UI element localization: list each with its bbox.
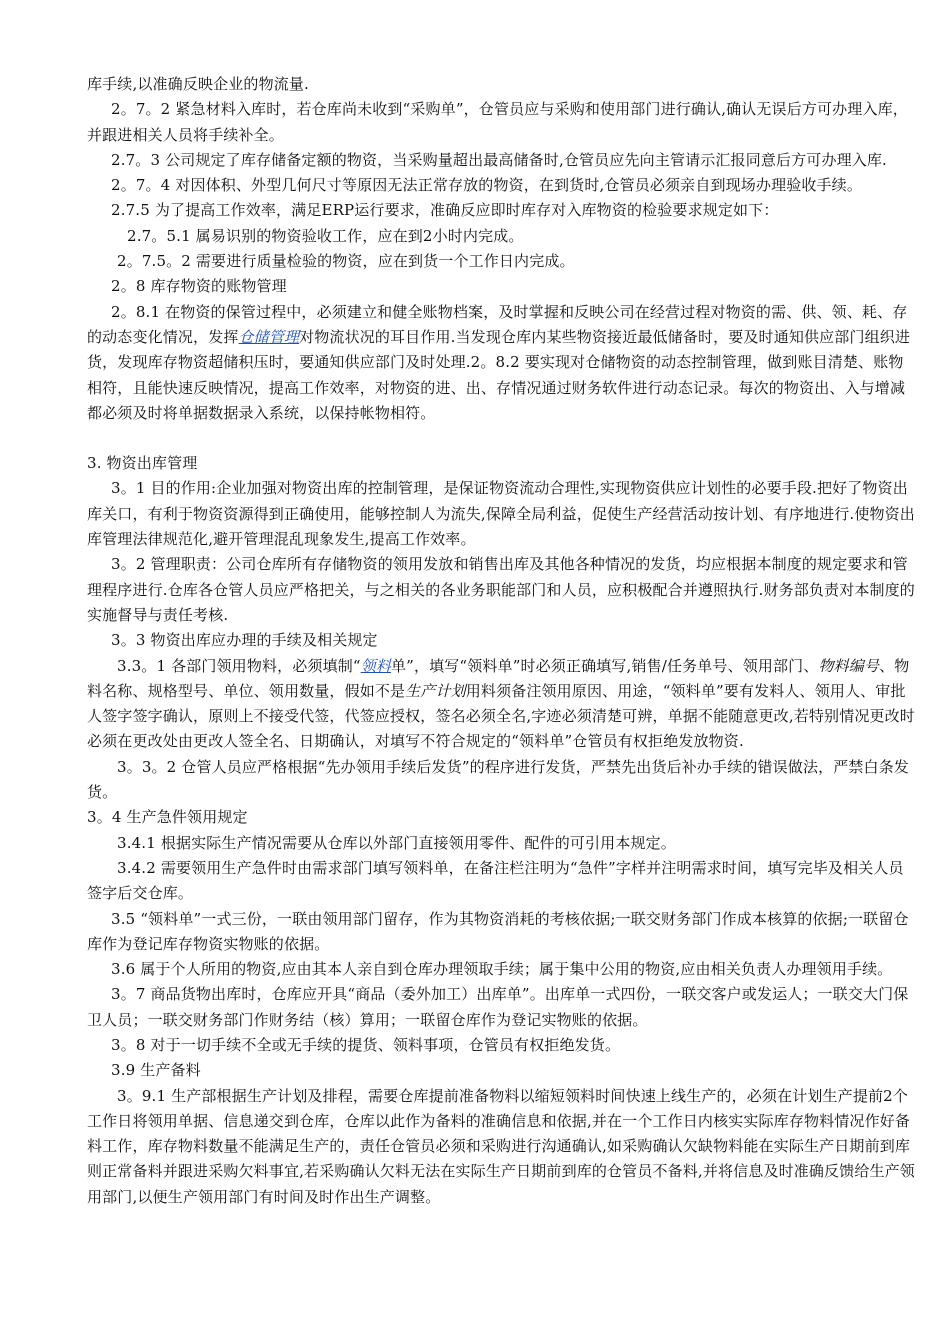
italic-term: 物料编号 — [818, 656, 880, 675]
paragraph — [87, 300, 915, 426]
paragraph: 2。7.5。2 需要进行质量检验的物资，应在到货一个工作日内完成。 — [117, 252, 575, 271]
paragraph-text: 2。8.1 在物资的保管过程中，必须建立和健全账物档案，及时掌握和反映公司在经营过程对物资的需、供、领、耗、存的动态变化情况，发挥 — [87, 302, 908, 346]
paragraph — [87, 654, 915, 755]
requisition-link[interactable]: 领料 — [360, 656, 391, 675]
paragraph: 3。9.1 生产部根据生产计划及排程，需要仓库提前准备物料以缩短领料时间快速上线生产的，必须在计划生产提前2个工作日将领用单据、信息递交到仓库，仓库以此作为备料的准确信息和依据,并在一个工作日内核实实际库存物料情况作好备料工作，库存物料数量不能满足生产的，责任仓管员必须和采购进行沟通确认,如采购确认欠缺物料能在实际生产日期前到库则正常备料并跟进采购欠料事宜,若采购确认欠料无法在实际生产日期前到库的仓管员不备料,并将信息及时准确反馈给生产领用部门,以便生产领用部门有时间及时作出生产调整。 — [87, 1086, 915, 1206]
paragraph: 2.7。3 公司规定了库存储备定额的物资，当采购量超出最高储备时,仓管员应先向主管请示汇报同意后方可办理入库. — [111, 150, 887, 169]
section-heading: 3.9 生产备料 — [111, 1061, 201, 1080]
paragraph-text: 、物料名称、规格型号、单位、领用数量，假如不是 — [87, 656, 910, 700]
paragraph: 3。2 管理职责：公司仓库所有存储物资的领用发放和销售出库及其他各种情况的发货，均应根据本制度的规定要求和管理程序进行.仓库各仓管人员应严格把关，与之相关的各业务职能部门和人员，应积极配合并遵照执行.财务部负责对本制度的实施督导与责任考核. — [87, 555, 915, 624]
paragraph: 3.4.2 需要领用生产急件时由需求部门填写领料单，在备注栏注明为“急件”字样并注明需求时间，填写完毕及相关人员签字后交仓库。 — [87, 858, 904, 903]
paragraph: 3。8 对于一切手续不全或无手续的提货、领料事项，仓管员有权拒绝发货。 — [111, 1035, 621, 1054]
blank-line — [87, 426, 915, 451]
section-heading: 3。3 物资出库应办理的手续及相关规定 — [111, 631, 378, 650]
paragraph: 2。7。2 紧急材料入库时，若仓库尚未收到“采购单”，仓管员应与采购和使用部门进行确认,确认无误后方可办理入库，并跟进相关人员将手续补全。 — [87, 100, 908, 144]
paragraph: 3。7 商品货物出库时，仓库应开具“商品（委外加工）出库单”。出库单一式四份，一联交客户或发运人；一联交大门保卫人员；一联交财务部门作财务结（核）算用；一联留仓库作为登记实物账的依据。 — [87, 985, 909, 1029]
paragraph: 3.5 “领料单”一式三份，一联由领用部门留存，作为其物资消耗的考核依据;一联交财务部门作成本核算的依据;一联留仓库作为登记库存物资实物账的依据。 — [87, 909, 909, 953]
paragraph-text: 3.3。1 各部门领用物料，必须填制“ — [117, 656, 361, 675]
paragraph: 3.6 属于个人所用的物资,应由其本人亲自到仓库办理领取手续；属于集中公用的物资,应由相关负责人办理领用手续。 — [111, 960, 893, 979]
section-heading: 2。8 库存物资的账物管理 — [111, 277, 287, 296]
paragraph: 2.7。5.1 属易识别的物资验收工作，应在到2小时内完成。 — [127, 226, 524, 245]
section-heading: 3. 物资出库管理 — [87, 454, 198, 473]
paragraph: 3。3。2 仓管人员应严格根据“先办领用手续后发货”的程序进行发货，严禁先出货后补办手续的错误做法，严禁白条发货。 — [87, 757, 909, 802]
warehouse-management-link[interactable]: 仓储管理 — [238, 327, 300, 346]
italic-term: 生产计划 — [405, 681, 466, 700]
section-heading: 3。4 生产急件领用规定 — [87, 808, 248, 827]
paragraph-text: 对物流状况的耳目作用.当发现仓库内某些物资接近最低储备时，要及时通知供应部门组织进货，发现库存物资超储积压时，要通知供应部门及时处理.2。8.2 要实现对仓储物资的动态控制管理，做到账目清楚、账物相符，且能快速反映情况，提高工作效率，对物资的进、出、存情况通过财务软件进行动态记录。每次的物资出、入与增减都必须及时将单据数据录入系统，以保持帐物相符。 — [87, 327, 911, 422]
paragraph: 2。7。4 对因体积、外型几何尺寸等原因无法正常存放的物资，在到货时,仓管员必须亲自到现场办理验收手续。 — [111, 176, 862, 195]
paragraph-text: 单”，填写“领料单”时必须正确填写,销售/任务单号、领用部门、 — [391, 656, 819, 675]
paragraph: 3。1 目的作用:企业加强对物资出库的控制管理，是保证物资流动合理性,实现物资供应计划性的必要手段.把好了物资出库关口，有利于物资资源得到正确使用，能够控制人为流失,保障全局利益，促使生产经营活动按计划、有序地进行.使物资出库管理法律规范化,避开管理混乱现象发生,提高工作效率。 — [87, 479, 915, 549]
document-page — [87, 72, 915, 1210]
paragraph: 库手续,以准确反映企业的物流量. — [87, 75, 309, 93]
paragraph-text: 用料须备注领用原因、用途，“领料单”要有发料人、领用人、审批人签字签字确认，原则上不接受代签，代签应授权，签名必须全名,字迹必须清楚可辨，单据不能随意更改,若特别情况更改时必须在更改处由更改人签全名、日期确认，对填写不符合规定的“领料单”仓管员有权拒绝发放物资. — [87, 681, 915, 751]
paragraph: 2.7.5 为了提高工作效率，满足ERP运行要求，准确反应即时库存对入库物资的检验要求规定如下： — [111, 201, 779, 220]
paragraph: 3.4.1 根据实际生产情况需要从仓库以外部门直接领用零件、配件的可引用本规定。 — [117, 833, 676, 852]
